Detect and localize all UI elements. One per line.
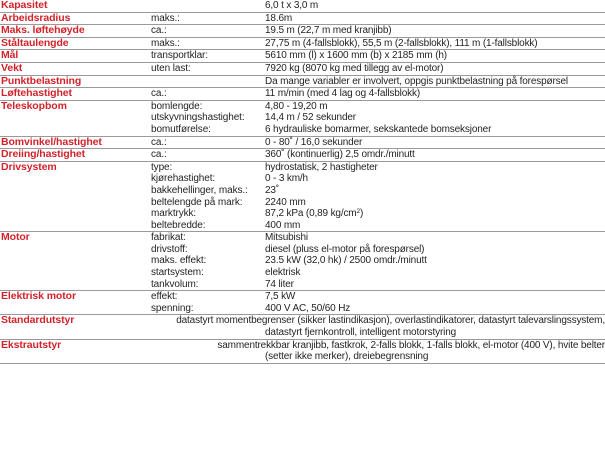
field-label: maks.: — [151, 12, 180, 24]
field-value: 400 mm — [265, 219, 301, 231]
field-value: 7920 kg (8070 kg med tillegg av el-motor) — [265, 62, 444, 74]
spec-row — [0, 197, 605, 209]
spec-row — [0, 13, 605, 25]
field-value: hydrostatisk, 2 hastigheter — [265, 161, 378, 173]
field-label: spenning: — [151, 302, 194, 314]
spec-row — [0, 244, 605, 256]
field-value: 2240 mm — [265, 196, 306, 208]
spec-section-bomvinkel-hastighet — [0, 137, 605, 150]
field-value — [265, 208, 605, 220]
spec-row — [0, 279, 605, 291]
category-label — [0, 112, 151, 124]
field-label: kjørehastighet: — [151, 173, 216, 185]
field-value-text: 87,2 kPa (0,89 kg/cm — [265, 208, 357, 220]
superscript: 2 — [356, 208, 360, 216]
spec-section-teleskopbom — [0, 101, 605, 137]
field-value: 6,0 t x 3,0 m — [265, 0, 319, 11]
category-label: Mål — [1, 49, 19, 62]
category-label: Punktbelastning — [1, 74, 82, 87]
field-value: 4,80 - 19,20 m — [265, 100, 328, 112]
field-label: ca.: — [151, 25, 167, 37]
field-value: 19.5 m (22,7 m med kranjibb) — [265, 25, 392, 37]
category-label — [0, 351, 151, 363]
spec-row — [0, 0, 605, 12]
category-label: Arbeidsradius — [1, 11, 71, 24]
spec-row — [0, 327, 605, 339]
field-value: 18.6m — [265, 12, 293, 24]
spec-section-maks-loftehoyde — [0, 25, 605, 38]
field-label — [151, 327, 265, 339]
field-label: startsystem: — [151, 267, 204, 279]
category-label: Vekt — [1, 61, 23, 74]
field-label: effekt: — [151, 291, 178, 303]
field-value: 6 hydrauliske bomarmer, sekskantede bomseksjoner — [265, 123, 492, 135]
category-label: Elektrisk motor — [1, 290, 76, 303]
field-value: 23.5 kW (32,0 hk) / 2500 omdr./minutt — [265, 255, 427, 267]
field-value: 27,75 m (4-fallsblokk), 55,5 m (2-fallsblokk), 111 m (1-fallsblokk) — [265, 37, 538, 49]
spec-section-drivsystem — [0, 162, 605, 233]
spec-row — [0, 220, 605, 232]
field-label — [151, 76, 265, 88]
category-label: Teleskopbom — [1, 99, 67, 112]
field-value: Da mange variabler er involvert, oppgis punktbelastning på forespørsel — [265, 75, 569, 87]
category-label — [0, 208, 151, 220]
category-label — [0, 185, 151, 197]
category-label — [0, 173, 151, 185]
spec-row — [0, 25, 605, 37]
field-value: 360˚ (kontinuerlig) 2,5 omdr./minutt — [265, 149, 415, 161]
spec-row — [0, 173, 605, 185]
spec-section-loftehastighet — [0, 88, 605, 101]
field-label: transportklar: — [151, 50, 208, 62]
field-label: bomutførelse: — [151, 123, 211, 135]
field-label: ca.: — [151, 136, 167, 148]
spec-row — [0, 315, 605, 327]
spec-row — [0, 124, 605, 136]
spec-row — [0, 149, 605, 161]
category-label: Kapasitet — [1, 0, 48, 11]
field-label: fabrikat: — [151, 232, 186, 244]
field-label: ca.: — [151, 149, 167, 161]
field-label — [101, 315, 177, 327]
spec-row — [0, 208, 605, 220]
spec-section-dreiing-hastighet — [0, 149, 605, 162]
field-value: 23˚ — [265, 184, 280, 196]
category-label: Løftehastighet — [1, 87, 72, 100]
spec-section-motor — [0, 232, 605, 291]
category-label — [0, 244, 151, 256]
spec-section-arbeidsradius — [0, 13, 605, 26]
spec-row — [0, 185, 605, 197]
field-value: sammentrekkbar kranjibb, fastkrok, 2-falls blokk, 1-falls blokk, el-motor (400 V), hvite belter — [217, 339, 605, 351]
spec-row — [0, 88, 605, 100]
category-label: Dreiing/hastighet — [1, 148, 86, 161]
category-label — [0, 255, 151, 267]
category-label: Motor — [1, 231, 30, 244]
field-value: 5610 mm (l) x 1600 mm (b) x 2185 mm (h) — [265, 50, 447, 62]
spec-section-elektrisk-motor — [0, 291, 605, 315]
spec-row — [0, 291, 605, 303]
spec-row — [0, 351, 605, 363]
field-value: 11 m/min (med 4 lag og 4-fallsblokk) — [265, 88, 421, 100]
category-label: Maks. løftehøyde — [1, 24, 85, 37]
field-value: diesel (pluss el-motor på forespørsel) — [265, 243, 425, 255]
spec-row — [0, 38, 605, 50]
spec-section-kapasitet — [0, 0, 605, 13]
spec-row — [0, 112, 605, 124]
category-label — [0, 197, 151, 209]
field-label: type: — [151, 161, 173, 173]
spec-row — [0, 255, 605, 267]
field-value: elektrisk — [265, 267, 301, 279]
field-value: 400 V AC, 50/60 Hz — [265, 302, 351, 314]
spec-row — [0, 303, 605, 315]
field-label: bakkehellinger, maks.: — [151, 184, 248, 196]
field-label: utskyvningshastighet: — [151, 112, 245, 124]
category-label — [0, 220, 151, 232]
category-label — [0, 303, 151, 315]
spec-section-standardutstyr — [0, 315, 605, 339]
field-value: 14,4 m / 52 sekunder — [265, 112, 356, 124]
category-label — [0, 267, 151, 279]
field-value: 0 - 80˚ / 16,0 sekunder — [265, 136, 363, 148]
category-label: Drivsystem — [1, 160, 57, 173]
spec-row — [0, 267, 605, 279]
spec-section-punktbelastning — [0, 76, 605, 89]
field-label: tankvolum: — [151, 278, 199, 290]
field-value-suffix: ) — [359, 208, 364, 220]
spec-row — [0, 340, 605, 352]
field-label: uten last: — [151, 62, 191, 74]
spec-row — [0, 50, 605, 62]
spec-section-vekt — [0, 63, 605, 76]
spec-row — [0, 101, 605, 113]
spec-section-staltaulengde — [0, 38, 605, 51]
field-label: maks.: — [151, 37, 180, 49]
field-label: bomlengde: — [151, 100, 203, 112]
field-value: 7,5 kW — [265, 291, 296, 303]
field-label: ca.: — [151, 88, 167, 100]
field-label: drivstoff: — [151, 243, 188, 255]
spec-row — [0, 162, 605, 174]
category-label: Bomvinkel/hastighet — [1, 135, 102, 148]
spec-section-ekstrautstyr — [0, 340, 605, 364]
category-label: Ståltaulengde — [1, 36, 69, 49]
field-value: 0 - 3 km/h — [265, 173, 308, 185]
category-label: Ekstrautstyr — [1, 338, 62, 351]
category-label — [0, 327, 151, 339]
spec-row — [0, 76, 605, 88]
field-label: maks. effekt: — [151, 255, 207, 267]
spec-section-mal — [0, 50, 605, 63]
field-value: datastyrt momentbegrenser (sikker lastindikasjon), overlastindikatorer, datastyrt talevarslingssystem, — [176, 315, 605, 327]
field-label: beltebredde: — [151, 219, 206, 231]
spec-row — [0, 232, 605, 244]
field-label — [151, 351, 265, 363]
field-value: datastyrt fjernkontroll, intelligent motorstyring — [265, 327, 457, 339]
category-label: Standardutstyr — [1, 314, 75, 327]
field-label — [151, 0, 265, 12]
field-label — [124, 340, 217, 352]
category-label — [0, 279, 151, 291]
field-value: Mitsubishi — [265, 232, 308, 244]
spec-row — [0, 63, 605, 75]
field-label: beltelengde på mark: — [151, 196, 243, 208]
field-value: (setter ikke merker), dreiebegrensning — [265, 351, 429, 363]
spec-row — [0, 137, 605, 149]
category-label — [0, 124, 151, 136]
field-value: 74 liter — [265, 278, 294, 290]
field-label: marktrykk: — [151, 208, 197, 220]
